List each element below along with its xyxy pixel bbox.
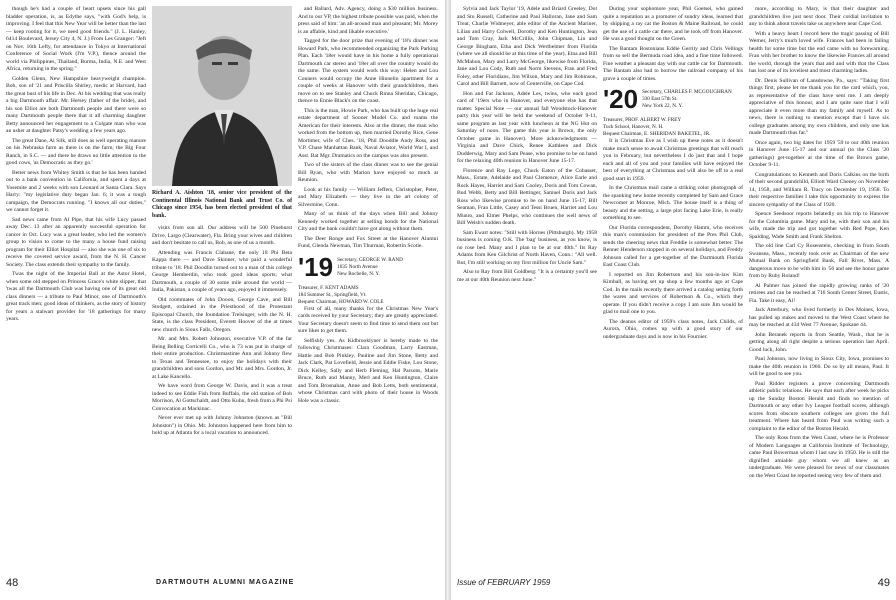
paragraph: Jack Atterbury, who lived formerly in Des Moines, Iowa, has pulled up stakes and moved to the West Coast where he may be reached at 434 West 77 Avenue, Spokane 44. [749,307,889,328]
paragraph: Paul Ridder registers a prove concerning Dartmouth athletic public relations. He says that each after week he picks up the Sunday Boston Herald and finds no mention of Dartmouth or any other Ivy League football scores, although scores from obscure southern colleges are given the full treatment. Where has heard from Paul was writing such a complaint to the editor of the Boston Herald. [749,380,889,432]
class-secretary: Secretary, GEORGE W. RAND [337,256,403,263]
paragraph: First of all, many thanks for the Christmas New Year's cards received by your Secretary; they are greatly appreciated. Your Secretary doesn't seem to find time to send them out but sure likes to get them. [298,305,438,335]
class-year: '20 [603,84,639,114]
class-header-1920 [603,84,743,114]
paragraph: The only Ross from the West Coast, where he is Professor of Modern Languages at California Institute of Technology, came Paul Bowerman whom I last saw in 1950. He is still the dignified amiable guy whom we all knew as an undergraduate. We were pleased for news of our classmates on the West Coast he reported seeing very few of them and [749,435,889,479]
paragraph: Twas the night of the Imperial Ball at the Astor Hotel, when some old stepped on Princess Grace's white slipper, that 'twas all the Dartmouth Club was having one of its great old class dinners — a tribute to Paul Minor, one of Dartmouth's great track men; good ideas of thinkers, as the story of history for years a stalwart provider for '18 gatherings for many years. [6,271,146,322]
paragraph: Our Florida correspondent, Dorothy Hamm, who receives this man's commission for president of the Pres Phil Club, sends the cheering news that Freddie is somewhat better. The Renner Henderson stopped in on several holidays, and Freddy Johnson called for a get-together of the Dartmouth Florida East Coast Club. [603,224,743,269]
class-treasurer-address: 184 Summer St., Springfield, Vt. [298,291,367,298]
left-column-1 [6,6,146,570]
left-column-3 [298,6,438,570]
class-officers-extra [298,283,438,306]
paragraph: The great Dane, Al Silk, still does as well operating manure on his Nebraska farm as there is on the farm, the Big Four Ranch, in S.C. — and there he draws no little attention to the good cows, 'as Democratic as they go.' [6,137,146,166]
paragraph: This is the man, Howie Park, who has built up the huge real estate department of Sooner Model Co. and roams the American for their interests. Also at the dinner, the man who worked from the bottom up, then married Dorothy Rice, Gene Mortimer, wife of Ches. '18, Phil Dooddle Andy Ross, and V.P. Chase Manhattan Bank, Naval Aviator, World War I, and Asst. Bat Mgr. Dramatics on the campus was also present. [298,107,438,159]
paragraph: Selfishly yes. As Kidbrooklyner is hereby made to the following Christmases: Clara Goodman, Larry Eastman, Hattie and Bob Pinkley, Pauline and Jim Stone, Betty and Jack Clark, Pat Lovefield, Jessie and Eddie Fiske, Lou Stone, Dick Kelley, Sally and Herb Fleming, Hal Parsons, Marie Bruce, Ruth and Manny, Merl and Ken Huntington, Claire and Tom Brosnahan, Anne and Bob Letts, both sentimental, whose Christmas card with photo of their house in Woods Hole was a classic. [298,337,438,404]
paragraph: I reported on Jim Robertson and his son-in-law Kim Kimball, as having set up shop a few months ago at Cape Cod. In the mails recently there arrived a catalog setting forth the wares and services of Robertson & Co., which they operate. If you didn't receive a copy I am sure Jim would be glad to mail one to you. [603,271,743,316]
left-page [0,0,445,600]
class-secretary: Secretary, CHARLES F. MCGOUGHRAN [642,89,732,95]
left-footer [6,575,439,593]
paragraph: The old line Carl Cy Rosenstein, checking in from South Swansea, Mass., recently took over as Chairman of the new Mutual Bank on Springfield Bank, Fall River, Mass. A dangerous move to be with him in '56 and see the honor game from by Ruby Roland! [749,243,889,279]
paragraph: more, according to Mary, is that their daughter and grandchildren live just next door. Their cordial invitation to any to think about travels take us anywhere near Cape Cod. [749,6,889,27]
class-address-line: 1035 North Avenue [337,263,378,270]
right-column-3 [749,6,889,570]
right-column-2 [603,6,743,570]
left-column-2 [152,6,292,570]
paragraph: Dr. Denis Sullivan of Lansdowne, Pa., says: "Taking first things first, please let me thank you for the card which, you, as representative of the class have sent me. I am deeply appreciative of this honour, and I am quite sure that I will appreciate it even more than my family and myself. As to news, there is nothing to mention except that I have six college graduates among my own children, and only one has made Dartmouth thus far." [749,77,889,136]
paragraph: Better news from Whitey Smith is that he has been handed out to a bank convention in California, and spent a days at Yosemite and 2 weeks with son Leonard at Santa Clara. Says Harry: "my legislative duty began Jan. 6; it was a tough campaign, the Democrats running. "I knows all our duties," we cannot forget it. [6,169,146,213]
paragraph: The Bantam Bostonians Eddie Gerrity and Chris Vellings from so sell the Bermuda road idea, and a fine time followed. Fine weather a pleasant day with our cattle car for Dartmouth. The Bantam also had to borrow the railroad company of his grave a couple of times. [603,45,743,82]
paragraph: Look at his family — William Jeffers, Christopher, Peter, and Mary Elizabeth — they live in the art colony of Silvermine, Conn. [298,186,438,208]
paragraph: The Deer Ronge and Fox Street at the Hanover Alumni Fund, Glenda Newman, Tim Thurman, Robertin Scotie. [298,235,438,249]
paragraph: With a heavy heart I record here the tragic passing of Bill Werner, Jerry's much loved wife. Frances had been in failing health for some time but the end came with no forewarning. Fran with her brother to know the likewise Frances all around the world, through the years that and and with that the Class has lost one of its loveliest and most charming ladies. [749,30,889,74]
magazine-title: DARTMOUTH ALUMNI MAGAZINE [156,579,295,586]
class-treasurer: Treasurer, F. KENT ADAMS [298,284,359,291]
paragraph: though he's had a couple of heart upsets since his gall bladder operation, is, as Edythe says, "with God's help, is improving. I feel that this New Year will be better than the last — keep rooting for it, we need good friends." (J. L. Hanley, 6414 Boulevard, Jersey City 4, N. J.) From Les Granger: "Jeft on Nov. 16th Lefty, for attendance in Tokyo at International Conference of Social Work (I'm V.P.), thence around the world via Philippines, Thailand, Burma, India, N.E. and West Africa, returning in the spring." [6,6,146,72]
paragraph: visits from son all. Our address will be 500 Pinehurst Drive, Largo (Clearwater), Fla. Bring your wives and children and don't besitate to call us, Bob, as one of us a month. [152,225,292,246]
paragraph: Golden Glenn, New Hampshire heavyweight champion. Bob, son of '21 and Priscilla Shirley, medic at Harvard, had the great bust of his life in Dec. At his wedding that was really a big Dartmouth affair. Mr. Hersey (father of the bride), and his son Elliot are both Dartmouth people and there were so many Dartmouth people there that it all charming daughter Betty announced her engagement to a Colgate man who was an usher at daughter Patsy's wedding a few years ago. [6,75,146,134]
paragraph: John Beranek reports in from Seattle, Wash., that he is getting along all right despite a serious operation last April. Good luck, John. [749,331,889,353]
class-address-line: New Rochelle, N. Y. [337,270,380,277]
paragraph: Once again, two big dates for 1959 '59 to our 40th reunion in Hanover June 15-17 and our annual (to the Class '20 gatherings) get-together at the time of the Brown game, October 9-11. [749,139,889,168]
page-number: 49 [877,577,890,589]
class-address-line: 330 East 57th St. [642,96,678,103]
class-bequest-chairman: Bequest Chairman, E. SHERIDAN BAKETEL, JR. [603,131,711,138]
class-address-line: New York 22, N. Y. [642,103,683,110]
right-page [451,0,896,600]
issue-date: Issue of FEBRUARY 1959 [457,578,551,587]
paragraph: Old roommates of John Dooon, George Cave, and Bill Stodgett, ordained in the Priesthood of the Protestant Episcopal Church, the foundation Trelsinger, with the N. H. State, is the class President, Everett Hoover of the at times new church in Sioux Falls, Oregon. [152,296,292,333]
paragraph: Sylvia and Jack Taylor '19, Adele and Briard Greeley, Dot and Stu Russell, Catherine and Paul Halloran, Jane and Sam Treat, Charlie Widmeyer, able editor of the Ancient Mariner, Lilian and Harry Colwell, Dorothy and Ken Huntington, Jean and Tom Cray, Jack McCrillis, John Chipman, Lin and George Bingham, Etha and Dick Werthelmer from Florida (where we all should be at this time of the year), Etna and Bill McMahon, Mary and Larry McGeorge, likewise from Florida, Jane and Lou Cody, Ruth and Norm Stevens, Fran and Fred Foley, other Floridians, Jim Wilson, Mary and Jim Robinson, Carol and Bill Barnett, now of Centerville, on Cape Cod. [457,6,597,87]
paragraph: Congratulations to Kenneth and Doris Calkins on the birth of their second grandchild, Elliott Ward Cheney on November 14, 1958, and William R. Tracy on December 19, 1958. To their respective families I take this opportunity to express the sincere sympathy of the Class of 1920. [749,171,889,208]
paragraph: Tagged for the door prize that evening of '18's dinner was Howard Park, who recommended organizing the Park Parking Plan. Each '18er would have in his home a fully operational Dartmouth car stereo and '18er all over the country would do the same. The system would work this way: Helen and Lou Conners would occupy the Anne Hinnelin apartment for a couple of weeks at Hanover with their grandchildren, then move on to see Stanley and Chuck Rinna Sheridan, Chicago, thence to Ennie Black's on the coast. [298,38,438,104]
class-treasurer-address: Tuck School, Hanover, N. H. [603,124,664,131]
paragraph: During your sophomore year, Phil Goetsel, who gained quite a reputation as a promoter of sundry ideas, learned that by shipping a ray cat the Boston & Maine Railroad, he could get the use of a cattle car there, and he took off from Hanover. He was a good thought on the Green. [603,6,743,42]
paragraph: Al Palmer has joined the rapidly growing ranks of '20 retirees and can be reached at 716 South Center Street, Eustis, Fla. Take it easy, Al! [749,282,889,304]
class-year: '19 [298,251,334,282]
paragraph: Two of the sisters of the class dinner was to see the genial Bill Ryan, who with Marion have enjoyed so much at Reunion. [298,162,438,183]
class-treasurer: Treasurer, PROF. ALBERT W. FREY [603,117,682,123]
class-officers [642,87,732,110]
class-officers-extra [603,115,743,138]
paragraph: In the Christmas mail came a striking color photograph of the spanking new home recently completed by Sam and Grace Newcomer at Monroe, Mich. The house itself is a thing of beauty and the setting, a large plot facing Lake Erie, is really something to see. [603,185,743,222]
paragraph: Mr. and Mrs. Robert Johnston, executive V.P. of the far Being Belling Corticelli Co., who is 73 was put in charge of their entire production. Christmastime Ann and Johnny flew to Texas and Tennessee, to enjoy the holidays with their grandchildren and sons Gordon, and Mr. and Mrs. Gordon, Jr. at Lake Kancello. [152,336,292,380]
paragraph: Also to Ray from Bill Goldberg: "It is a certainty you'll see me at our 40th Reunion next June." [457,269,597,283]
paragraph: The deanus editor of 1959's class notes, Jack Childs, of Aurora, Ohio, comes up with a good story of our undergraduate days and is now in his Fournier. [603,318,743,340]
photo-caption: Richard A. Aishton '18, senior vice president of the Continental Illinois National Bank and Trust Co. of Chicago since 1954, has been elected president of that bank. [152,190,292,219]
class-header-1919 [298,251,438,282]
class-bequest-chairman: Bequest Chairman, HOWARD W. COLE [298,298,384,305]
paragraph: Sam Ewart notes: "Still with Hornes (Pittsburgh). My 1958 business is coming O.K. The 'bag' business, as you know, is no rose bed. Many and I plan to be at our 40th." Its Ray Adams from Ken Gilchrist of North Haven, Conn.: "All well. But, I'm still working on my first million for Uncle Sam." [457,229,597,266]
paragraph: We have word from George W. Davis, and it was a treat indeed to see Eddie Fish from Buffalo, the old station of Bob Morrison, Al Gottschaldt, and Otto Kuhn, fresh from a Phi Psi Convocation at Mackinac. [152,383,292,412]
paragraph: Never ever met up with Johnny Johnston (known as "Bill Johnston") in Ohio. Mr. Johnston happened here from him to hold up at Atlanta for a local vacation to announced. [152,415,292,436]
paragraph: It is Christmas Eve as I wish up these notes as it doesn't make much sense to await Christmas greetings that will reach you in February, but nevertheless I do just that and I hope each and all of you and your families will have enjoyed the best of everything at Christmas and will also be off to a real good start in 1959. [603,138,743,182]
portrait-illustration [152,6,292,186]
paragraph: Attending was Francis Clahane, the only 18 Phi Beta Kappa there — and Dave Skinner, who paid a wonderful tribute to '18. Phil Doodlin turned out to a man of this college George Hemberdin, who took good ideas sports; what Dartmouth, a couple of 30 some mile around the world — India, Pakistan, a couple of years ago, enjoyed it immensely. [152,249,292,293]
paragraph: Sad news came from Al Pipe, that his wife Lucy passed away Dec. 13 after an apparently successful operation for cancer in Oct. Lucy was a great leader, who led the women's group to vision to come to the many a house fund raising program for their Elliot Hospital — also she was one of six to receive the coveted service award, from the N. H. Cancer Society. The class extends their sympathy to the family. [6,216,146,268]
portrait-photo [152,6,292,186]
paragraph: Many of us think of the days when Bill and Johnny Kennedy worked together at selling bonds for the National City and the bank couldn't have got along without them. [298,211,438,232]
class-officers [337,255,403,278]
paragraph: Florence and Ray Lege, Chuck Eaton of the Cobasset, Mass., Estate, Adelaide and Paul Clemence, Alice Earle and Rock Hayes, Harriet and Sam Cooley, Doris and Tom Cowan, Bud Webb, Betty and Bill Bettinger, Samuel Doris and Jack Ross who likewise promise to be on hand June 15-17, Bill Seaman, Fran Little, Casey and Tessi Bruen, Harriet and Lou Munro, and Elmer Phelps, who continues the well news of Bill Welsh's sudden death. [457,167,597,226]
paragraph: and Ballard, Adv. Agency, doing a $30 million business. And to our VP, the highest tribute possible was paid, when the press said of him: 'an all-around man and pleasant; Mr. Morey is an affable, kind and likable executive.' [298,6,438,35]
paragraph: Spence Seedsoor reports belatedly on his trip to Hanover for the Columbia game. Mary and he, with their son and his wife, made the trip and got together with Red Pope, Ken Spalding, Wade Smith and Frank Shelton. [749,211,889,240]
right-column-1 [457,6,597,570]
paragraph: Hon and Fat Jackson, Adele Les, twins, who each good card of '19ers who in Hanover, and everyone else has that matter. Special Note — our annual fall Woodstock-Hanover party this year will be held the weekend of October 9-11, same program as last year with luncheon at the NG Hut on Saturday of noon. The game this year is Brown, the only October game in Hanover). More acknowledgments — Virginia and Dave Chick, Renee Kathleen and Dick Dudderwig, Mary and Sam Pease, who promise to be on hand for the relaxing 40th reunion in Hanover June 15-17. [457,90,597,164]
paragraph: Paul Johnson, now living in Sioux City, Iowa, promises to make the 40th reunion in 1960. Do so by all means, Paul. It will be good to see you. [749,356,889,377]
page-number: 48 [6,577,19,589]
right-footer [457,575,890,593]
